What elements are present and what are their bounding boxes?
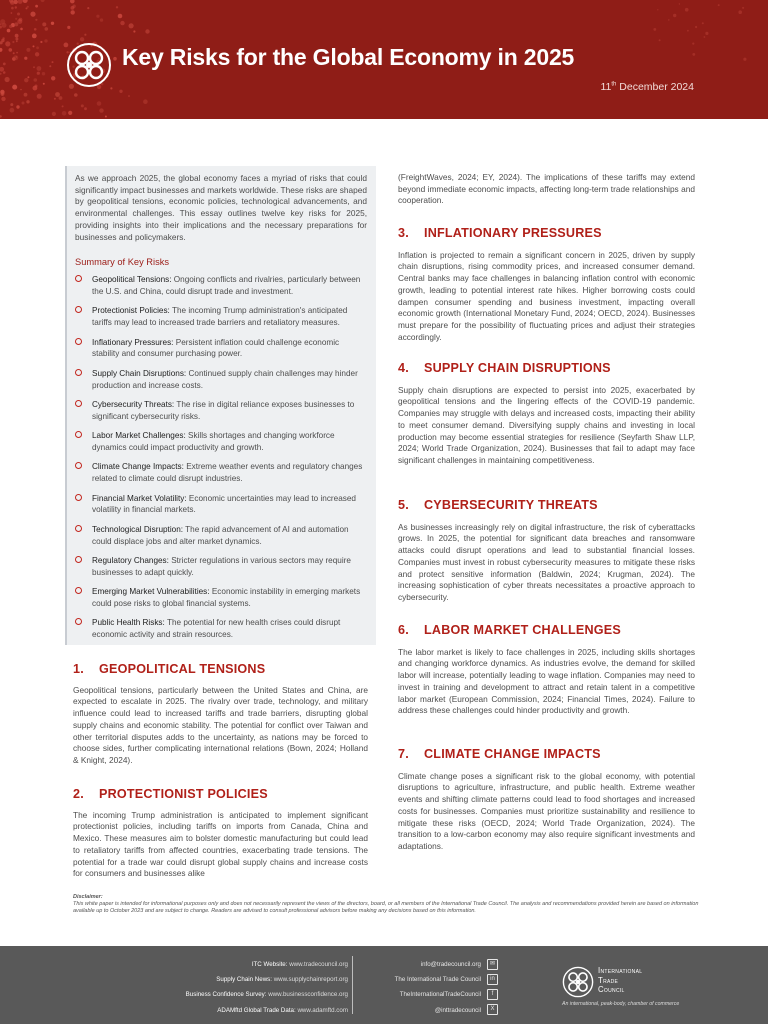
bullet-icon bbox=[75, 275, 82, 282]
risk-text: Stricter regulations in various sectors may require businesses to adapt quickly. bbox=[92, 556, 351, 577]
footer-tagline: An international, peak-body, chamber of commerce bbox=[562, 1001, 680, 1007]
risk-text: The rise in digital reliance exposes businesses to significant cybersecurity risks. bbox=[92, 400, 355, 421]
brand-line: International bbox=[598, 966, 643, 975]
list-item bbox=[75, 524, 367, 547]
section-heading bbox=[398, 228, 695, 240]
social-facebook[interactable] bbox=[395, 987, 498, 1002]
section-number: 1. bbox=[73, 662, 84, 676]
bullet-icon bbox=[75, 369, 82, 376]
date-suffix: th bbox=[611, 81, 617, 88]
section-heading bbox=[398, 749, 695, 761]
list-item bbox=[75, 430, 367, 453]
section-number: 2. bbox=[73, 787, 84, 801]
risk-title: Regulatory Changes: bbox=[92, 556, 169, 566]
footer-divider bbox=[352, 956, 353, 1014]
risk-title: Technological Disruption: bbox=[92, 524, 184, 534]
list-item bbox=[75, 461, 367, 484]
social-text[interactable]: @inttradecouncil bbox=[434, 1006, 481, 1014]
section-heading bbox=[398, 625, 695, 637]
publication-date bbox=[600, 81, 694, 93]
risk-title: Supply Chain Disruptions: bbox=[92, 368, 187, 378]
section-number: 6. bbox=[398, 623, 409, 637]
section-body: The labor market is likely to face challenges in 2025, including skills shortages and changing workforce dynamics. As industries evolve, the demand for skilled labor will increase, potentially leading to wage inflation. Companies may need to invest in training and development to attract and retain talent in a competitive labor market (European Commission, 2024; Financial Times, 2024). Failure to address these challenges could hinder productivity and growth. bbox=[398, 646, 695, 716]
itc-footer-logo-icon bbox=[562, 966, 594, 998]
list-item bbox=[75, 337, 367, 360]
social-linkedin[interactable] bbox=[395, 972, 498, 987]
date-day: 11 bbox=[600, 81, 612, 93]
bullet-icon bbox=[75, 556, 82, 563]
risk-title: Protectionist Policies: bbox=[92, 306, 170, 316]
link-url[interactable]: www.supplychainreport.org bbox=[271, 976, 348, 984]
risk-text: Persistent inflation could challenge economic stability and consumer purchasing power. bbox=[92, 337, 340, 359]
link-url[interactable]: www.adamftd.com bbox=[295, 1006, 348, 1014]
footer-social bbox=[395, 957, 498, 1018]
section-title: INFLATIONARY PRESSURES bbox=[424, 226, 602, 240]
footer bbox=[0, 946, 768, 1024]
bullet-icon bbox=[75, 587, 82, 594]
bullet-icon bbox=[75, 306, 82, 313]
section-number: 7. bbox=[398, 747, 409, 761]
list-item bbox=[75, 617, 367, 640]
brand-line: Trade bbox=[598, 975, 619, 985]
section-inflation bbox=[398, 228, 695, 343]
section-cybersecurity bbox=[398, 500, 695, 604]
list-item bbox=[75, 305, 367, 328]
link-url[interactable]: www.tradecouncil.org bbox=[287, 961, 348, 968]
intro-paragraph: As we approach 2025, the global economy faces a myriad of risks that could significantly impact businesses and markets worldwide. These risks are shaped by geopolitical tensions, economic policies, technological advancements, and environmental challenges. This essay outlines twelve key risks for 2025, providing insights into their implications and the necessary preparations for businesses and policymakers. bbox=[75, 173, 367, 242]
section-body: As businesses increasingly rely on digital infrastructure, the risk of cyberattacks grows. In 2025, the potential for significant data breaches and ransomware attacks could disrupt operations and lead to substantial financial losses. Companies must invest in robust cybersecurity measures to mitigate these risks and protect sensitive information (Baldwin, 2024; Krugman, 2024). The increasing sophistication of cyber threats necessitates a proactive approach to cybersecurity. bbox=[398, 521, 695, 602]
link-label: Business Confidence Survey: bbox=[185, 991, 267, 999]
social-text[interactable]: TheInternationalTradeCouncil bbox=[399, 991, 481, 999]
social-text[interactable]: info@tradecouncil.org bbox=[420, 961, 481, 968]
section-body: Supply chain disruptions are expected to persist into 2025, exacerbated by geopolitical tensions and the lingering effects of the COVID-19 pandemic. Companies may struggle with delays and increased costs, impacting their ability to meet consumer demand. Diversifying supply chains and investing in local production may become essential strategies for resilience (Seyfarth Shaw LLP, 2024; World Trade Organization, 2024). Businesses that fail to adapt may face significant challenges in maintaining competitiveness. bbox=[398, 384, 695, 465]
list-item bbox=[75, 493, 367, 516]
list-item bbox=[75, 368, 367, 391]
section-supply-chain bbox=[398, 363, 695, 467]
section-heading bbox=[398, 363, 695, 375]
section-heading bbox=[398, 500, 695, 512]
section-heading bbox=[73, 789, 368, 801]
link-label: ADAMftd Global Trade Data: bbox=[217, 1006, 296, 1014]
section-title: GEOPOLITICAL TENSIONS bbox=[99, 662, 266, 676]
list-item bbox=[75, 399, 367, 422]
facebook-icon: f bbox=[487, 989, 498, 1000]
disclaimer bbox=[73, 894, 699, 915]
bullet-icon bbox=[75, 618, 82, 625]
bullet-icon bbox=[75, 525, 82, 532]
footer-link-business-confidence[interactable] bbox=[186, 987, 348, 1002]
risk-title: Climate Change Impacts: bbox=[92, 462, 184, 472]
footer-link-website[interactable] bbox=[186, 957, 348, 972]
bullet-icon bbox=[75, 462, 82, 469]
section-title: CLIMATE CHANGE IMPACTS bbox=[424, 747, 601, 761]
risk-text: The rapid advancement of AI and automation could displace jobs and alter market dynamics. bbox=[92, 524, 349, 546]
bullet-icon bbox=[75, 431, 82, 438]
section-title: LABOR MARKET CHALLENGES bbox=[424, 623, 621, 637]
header-banner bbox=[0, 0, 768, 119]
social-text[interactable]: The International Trade Council bbox=[394, 976, 481, 984]
section-body: Climate change poses a significant risk to the global economy, with potential disruptions to agriculture, infrastructure, and public health. Extreme weather events and shifting climate patterns could lead to food shortages and increased costs for businesses. Companies must prioritize sustainability and resilience to mitigate these risks (OECD, 2024; World Trade Organization, 2024). The transition to a low-carbon economy may also require significant investments and adaptations. bbox=[398, 770, 695, 851]
risk-title: Labor Market Challenges: bbox=[92, 431, 186, 441]
disclaimer-text: This white paper is intended for informational purposes only and does not necessarily represent the views of the directors, board, or all members of the International Trade Council. The analysis and recommendations provided herein are based on information available up to October 2023 and are subject to change. Readers are advised to consult professional advisors before making any decisions based on this information. bbox=[73, 901, 699, 914]
risk-text: The potential for new health crises could disrupt economic activity and strain resources. bbox=[92, 618, 341, 640]
section-heading bbox=[73, 664, 368, 676]
footer-link-supply-chain[interactable] bbox=[186, 972, 348, 987]
footer-brand bbox=[598, 966, 642, 995]
brand-line: Council bbox=[598, 985, 625, 995]
footer-links bbox=[186, 957, 348, 1018]
list-item bbox=[75, 274, 367, 297]
date-month-year: December 2024 bbox=[616, 81, 694, 93]
section-number: 3. bbox=[398, 226, 409, 240]
risk-text: Economic uncertainties may lead to increased volatility in financial markets. bbox=[92, 493, 356, 515]
list-item bbox=[75, 555, 367, 578]
section-title: PROTECTIONIST POLICIES bbox=[99, 787, 268, 801]
disclaimer-label: Disclaimer: bbox=[73, 894, 103, 900]
link-label: ITC Website: bbox=[251, 961, 288, 968]
bullet-icon bbox=[75, 338, 82, 345]
section-labor-market bbox=[398, 625, 695, 717]
page-title: Key Risks for the Global Economy in 2025 bbox=[122, 44, 575, 70]
risk-text: Ongoing conflicts and rivalries, particularly between the U.S. and China, could disrupt trade and investment. bbox=[92, 275, 361, 296]
email-icon: ✉ bbox=[487, 959, 498, 970]
section-protectionist bbox=[73, 789, 368, 880]
section-protectionist-continued bbox=[398, 172, 695, 207]
risk-title: Financial Market Volatility: bbox=[92, 493, 187, 503]
risk-title: Inflationary Pressures: bbox=[92, 337, 174, 347]
link-url[interactable]: www.businessconfidence.org bbox=[266, 991, 348, 999]
section-title: SUPPLY CHAIN DISRUPTIONS bbox=[424, 361, 611, 375]
x-icon: X bbox=[487, 1004, 498, 1015]
social-x[interactable] bbox=[395, 1003, 498, 1018]
risk-title: Geopolitical Tensions: bbox=[92, 275, 172, 285]
risk-text: Economic instability in emerging markets could pose risks to global financial systems. bbox=[92, 587, 361, 608]
risk-text: Skills shortages and changing workforce dynamics could impact productivity and growth. bbox=[92, 431, 335, 452]
section-body: (FreightWaves, 2024; EY, 2024). The implications of these tariffs may extend beyond immediate economic impacts, affecting long-term trade relationships and cooperation. bbox=[398, 172, 695, 206]
section-body: Geopolitical tensions, particularly between the United States and China, are expected to escalate in 2025. The rivalry over trade, technology, and military influence could lead to increased tariffs and trade barriers, disrupting global supply chains and economic stability. The potential for conflict over Taiwan and other territorial disputes adds to the uncertainty, as nations may be forced to choose sides, further complicating international relations (Bown, 2024; Holland & Knight, 2024). bbox=[73, 684, 368, 765]
key-risks-list bbox=[75, 274, 367, 641]
bullet-icon bbox=[75, 400, 82, 407]
linkedin-icon: in bbox=[487, 974, 498, 985]
summary-heading: Summary of Key Risks bbox=[75, 257, 170, 268]
risk-text: Continued supply chain challenges may hinder production and increase costs. bbox=[92, 368, 358, 390]
bullet-icon bbox=[75, 494, 82, 501]
section-number: 5. bbox=[398, 498, 409, 512]
section-geopolitical bbox=[73, 664, 368, 767]
section-title: CYBERSECURITY THREATS bbox=[424, 498, 598, 512]
section-body: The incoming Trump administration is anticipated to implement significant protectionist policies, including tariffs on imports from Canada, China and Mexico. These measures aim to bolster domestic manufacturing but could lead to retaliatory tariffs from affected countries, exacerbating trade tensions. The potential for a trade war could disrupt global supply chains and increase costs for consumers and businesses alike bbox=[73, 809, 368, 879]
section-body: Inflation is projected to remain a significant concern in 2025, driven by supply chain disruptions, rising commodity prices, and increased consumer demand. Central banks may face challenges in balancing inflation control with economic growth, leading to potential interest rate hikes. Higher borrowing costs could dampen consumer spending and business investment, impacting overall economic growth (International Monetary Fund, 2024; OECD, 2024). Businesses must prepare for the possibility of fluctuating prices and adjust their strategies accordingly. bbox=[398, 249, 695, 342]
footer-link-adamftd[interactable] bbox=[186, 1003, 348, 1018]
list-item bbox=[75, 586, 367, 609]
social-email[interactable] bbox=[395, 957, 498, 972]
risk-text: The incoming Trump administration's anticipated tariffs may lead to increased trade barriers and retaliatory measures. bbox=[92, 306, 348, 328]
summary-box bbox=[65, 166, 376, 645]
itc-logo-icon bbox=[66, 42, 112, 88]
section-climate-change bbox=[398, 749, 695, 853]
risk-title: Emerging Market Vulnerabilities: bbox=[92, 587, 210, 597]
section-number: 4. bbox=[398, 361, 409, 375]
link-label: Supply Chain News: bbox=[216, 976, 272, 984]
risk-title: Cybersecurity Threats: bbox=[92, 400, 175, 410]
risk-text: Extreme weather events and regulatory changes related to climate could disrupt industries. bbox=[92, 462, 363, 484]
risk-title: Public Health Risks: bbox=[92, 618, 165, 628]
